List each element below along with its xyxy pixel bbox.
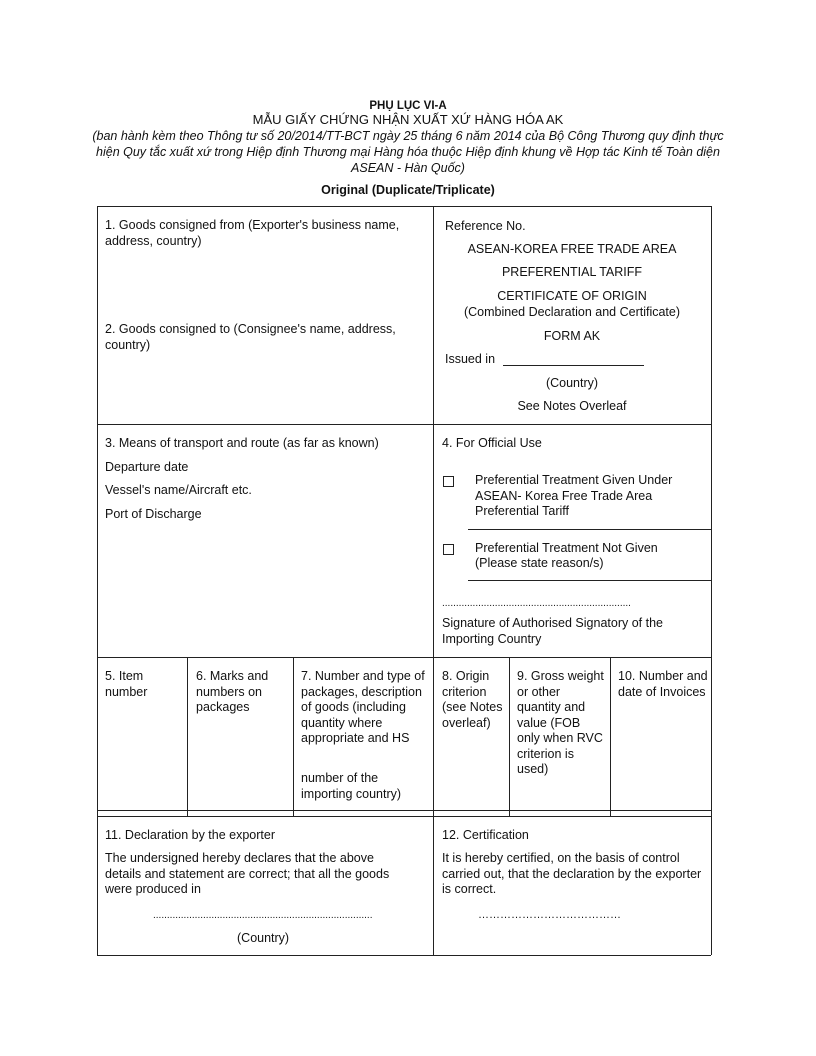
col7-header-cont: number of the importing country) xyxy=(301,771,402,801)
box11-text: The undersigned hereby declares that the above details and statement are correct; that all the goods were produced in xyxy=(105,851,390,896)
original-label: Original (Duplicate/Triplicate) xyxy=(321,183,495,197)
box3-label: 3. Means of transport and route (as far as known) xyxy=(105,436,379,450)
box12-text: It is hereby certified, on the basis of control carried out, that the declaration by the exporter is correct. xyxy=(442,851,702,896)
col8-header: 8. Origin criterion (see Notes overleaf) xyxy=(442,669,503,730)
box12-label: 12. Certification xyxy=(442,828,529,842)
given-checkbox[interactable] xyxy=(443,476,454,487)
issued-in-label: Issued in xyxy=(445,352,496,366)
see-notes-label: See Notes Overleaf xyxy=(517,399,627,413)
departure-date-label: Departure date xyxy=(105,460,189,474)
col10-header: 10. Number and date of Invoices xyxy=(618,669,708,699)
reason-label: (Please state reason/s) xyxy=(475,556,604,570)
vessel-label: Vessel's name/Aircraft etc. xyxy=(105,483,252,497)
ref-line2: PREFERENTIAL TARIFF xyxy=(501,265,643,279)
box1-label: 1. Goods consigned from (Exporter's business name, address, country) xyxy=(105,218,400,248)
reference-no: Reference No. xyxy=(445,219,526,233)
form-ak-label: FORM AK xyxy=(543,329,601,343)
col5-header: 5. Item number xyxy=(105,669,148,699)
box4-label: 4. For Official Use xyxy=(442,436,542,450)
col7-header: 7. Number and type of packages, description of goods (including quantity where appropriate and HS xyxy=(301,669,425,745)
box2-label: 2. Goods consigned to (Consignee's name, address, country) xyxy=(105,322,396,352)
col9-header: 9. Gross weight or other quantity and value (FOB only when RVC criterion is used) xyxy=(517,669,604,776)
col6-header: 6. Marks and numbers on packages xyxy=(196,669,269,714)
box11-label: 11. Declaration by the exporter xyxy=(105,828,276,842)
port-label: Port of Discharge xyxy=(105,507,202,521)
issued-in-line xyxy=(503,365,644,366)
issued-country-label: (Country) xyxy=(545,376,599,390)
not-given-checkbox[interactable] xyxy=(443,544,454,555)
box11-country: (Country) xyxy=(237,931,290,945)
ref-line1: ASEAN-KOREA FREE TRADE AREA xyxy=(467,242,677,256)
ref-line4: (Combined Declaration and Certificate) xyxy=(463,305,681,319)
given-label: Preferential Treatment Given Under ASEAN- Korea Free Trade Area Preferential Tariff xyxy=(475,473,673,518)
not-given-label: Preferential Treatment Not Given xyxy=(475,541,658,555)
form-subtitle: (ban hành kèm theo Thông tư số 20/2014/TT-BCT ngày 25 tháng 6 năm 2014 của Bộ Công Thương quy định thực hiện Quy tắc xuất xứ trong Hiệp định Thương mại Hàng hóa thuộc Hiệp định khung về Hợp tác Kinh tế Toàn diện ASEAN - Hàn Quốc) xyxy=(92,129,724,175)
annex-label: PHỤ LỤC VI-A xyxy=(369,100,447,112)
form-title: MẪU GIẤY CHỨNG NHẬN XUẤT XỨ HÀNG HÓA AK xyxy=(252,112,564,127)
box12-dots: ………………………………… xyxy=(478,909,621,921)
signature-label: Signature of Authorised Signatory of the Importing Country xyxy=(442,616,663,646)
box11-dots: ............................................................................... xyxy=(153,910,373,921)
signature-dots: .................................................................... xyxy=(442,598,631,609)
ref-line3: CERTIFICATE OF ORIGIN xyxy=(497,289,647,303)
